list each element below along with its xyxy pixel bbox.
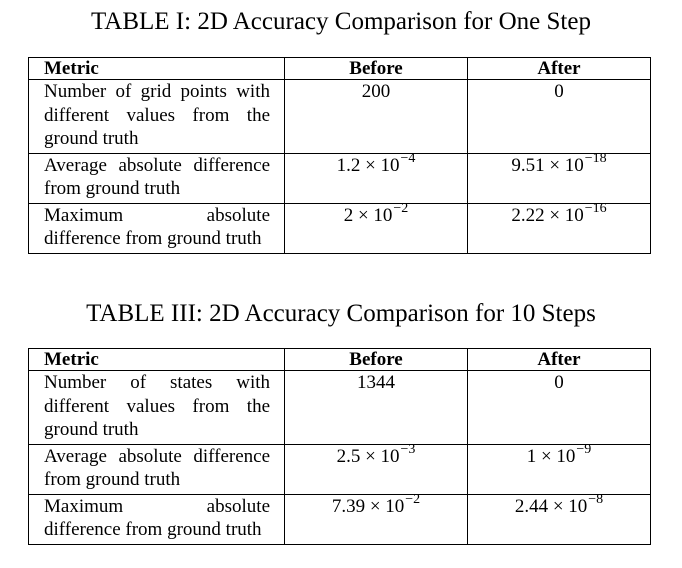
- table-row: [29, 153, 651, 203]
- table-1-caption: TABLE I: 2D Accuracy Comparison for One Step: [91, 8, 591, 35]
- value-mantissa: 2 × 10: [343, 204, 393, 226]
- value-exponent: −9: [576, 441, 592, 457]
- value-mantissa: 9.51 × 10: [511, 154, 584, 176]
- metric-cell: Number of grid points with different values from the ground truth: [29, 80, 285, 154]
- table-1-header-row: [29, 58, 651, 80]
- value-text: 0: [554, 372, 564, 393]
- before-column-header: Before: [285, 58, 468, 80]
- metric-cell: Number of states with different values from the ground truth: [29, 371, 285, 445]
- metric-column-header: Metric: [29, 349, 285, 371]
- table-3: [28, 348, 651, 545]
- after-column-header: After: [468, 58, 651, 80]
- after-value-cell: [468, 371, 651, 445]
- after-value-cell: [468, 150, 651, 203]
- after-column-header: After: [468, 349, 651, 371]
- table-row: [29, 371, 651, 445]
- value-exponent: −2: [405, 491, 421, 507]
- before-value-cell: [285, 491, 468, 544]
- table-row: [29, 444, 651, 494]
- metric-cell: Average absolute difference from ground truth: [29, 444, 285, 494]
- after-value-cell: [468, 491, 651, 544]
- after-value-cell: [468, 441, 651, 494]
- table-row: [29, 494, 651, 544]
- value-text: 200: [361, 81, 391, 102]
- metric-cell: Maximum absolute difference from ground truth: [29, 494, 285, 544]
- value-exponent: −8: [588, 491, 604, 507]
- value-exponent: −18: [584, 150, 607, 166]
- table-row: [29, 80, 651, 154]
- before-value-cell: [285, 150, 468, 203]
- metric-cell: Maximum absolute difference from ground truth: [29, 203, 285, 253]
- value-text: 0: [554, 81, 564, 102]
- before-column-header: Before: [285, 349, 468, 371]
- table-3-caption: TABLE III: 2D Accuracy Comparison for 10 Steps: [86, 300, 596, 327]
- metric-cell: Average absolute difference from ground truth: [29, 153, 285, 203]
- value-mantissa: 7.39 × 10: [331, 495, 405, 517]
- value-exponent: −16: [584, 200, 607, 216]
- value-mantissa: 1.2 × 10: [336, 154, 400, 176]
- table-1: [28, 57, 651, 254]
- before-value-cell: [285, 80, 468, 154]
- value-mantissa: 1 × 10: [526, 445, 576, 467]
- metric-column-header: Metric: [29, 58, 285, 80]
- value-exponent: −2: [393, 200, 409, 216]
- after-value-cell: [468, 200, 651, 253]
- value-text: 1344: [357, 372, 395, 393]
- before-value-cell: [285, 200, 468, 253]
- table-row: [29, 203, 651, 253]
- before-value-cell: [285, 441, 468, 494]
- value-mantissa: 2.22 × 10: [511, 204, 584, 226]
- after-value-cell: [468, 80, 651, 154]
- value-mantissa: 2.5 × 10: [336, 445, 400, 467]
- table-3-header-row: [29, 349, 651, 371]
- value-mantissa: 2.44 × 10: [514, 495, 588, 517]
- value-exponent: −3: [400, 441, 416, 457]
- before-value-cell: [285, 371, 468, 445]
- value-exponent: −4: [400, 150, 416, 166]
